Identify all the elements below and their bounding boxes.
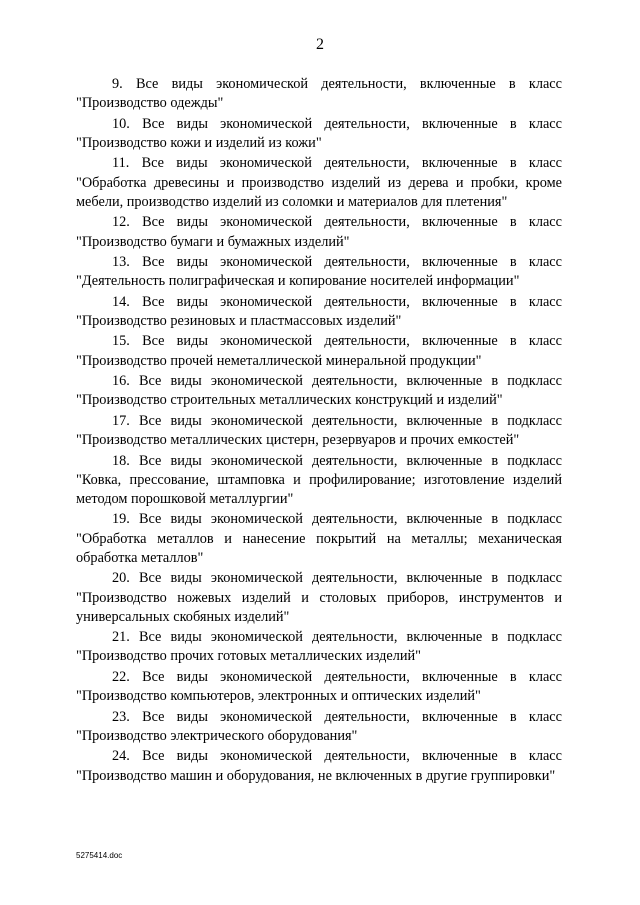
- item-text: "Производство резиновых и пластмассовых изделий": [76, 312, 402, 329]
- item-lead: 24. Все виды экономической деятельности, включенные в класс: [112, 748, 562, 765]
- list-item: [76, 569, 562, 627]
- list-item: [76, 412, 562, 450]
- item-text: "Ковка, прессование, штамповка и профилирование; изготовление изделий методом порошковой металлургии": [76, 471, 562, 507]
- item-lead: 20. Все виды экономической деятельности, включенные в подкласс: [112, 570, 562, 587]
- list-item: [76, 372, 562, 410]
- item-text: "Производство кожи и изделий из кожи": [76, 134, 322, 151]
- item-text: "Производство машин и оборудования, не включенных в другие группировки": [76, 767, 556, 784]
- item-lead: 10. Все виды экономической деятельности, включенные в класс: [112, 115, 562, 132]
- item-text: "Производство ножевых изделий и столовых приборов, инструментов и универсальных скобяных изделий": [76, 589, 562, 625]
- list-item: [76, 628, 562, 666]
- list-item: [76, 452, 562, 510]
- list-item: [76, 747, 562, 785]
- item-text: "Производство строительных металлических конструкций и изделий": [76, 392, 503, 409]
- list-item: [76, 668, 562, 706]
- list-item: [76, 115, 562, 153]
- item-text: "Производство одежды": [76, 95, 224, 112]
- item-lead: 18. Все виды экономической деятельности, включенные в подкласс: [112, 452, 562, 469]
- list-item: [76, 75, 562, 113]
- item-lead: 13. Все виды экономической деятельности, включенные в класс: [112, 254, 562, 271]
- item-text: "Производство прочих готовых металлических изделий": [76, 648, 421, 665]
- item-text: "Обработка металлов и нанесение покрытий на металлы; механическая обработка металлов": [76, 530, 562, 566]
- item-text: "Обработка древесины и производство изделий из дерева и пробки, кроме мебели, производство изделий из соломки и материалов для плетения": [76, 174, 562, 210]
- list-item: [76, 708, 562, 746]
- item-lead: 16. Все виды экономической деятельности, включенные в подкласс: [112, 373, 562, 390]
- item-lead: 22. Все виды экономической деятельности, включенные в класс: [112, 668, 562, 685]
- list-item: [76, 293, 562, 331]
- item-lead: 21. Все виды экономической деятельности, включенные в подкласс: [112, 629, 562, 646]
- item-text: "Производство прочей неметаллической минеральной продукции": [76, 352, 482, 369]
- item-lead: 19. Все виды экономической деятельности, включенные в подкласс: [112, 511, 562, 528]
- item-text: "Производство электрического оборудования": [76, 727, 358, 744]
- item-text: "Производство бумаги и бумажных изделий": [76, 233, 350, 250]
- document-filename: 5275414.doc: [76, 851, 123, 860]
- list-item: [76, 213, 562, 251]
- item-lead: 11. Все виды экономической деятельности, включенные в класс: [112, 155, 562, 172]
- page-number: 2: [316, 36, 324, 53]
- item-text: "Деятельность полиграфическая и копирование носителей информации": [76, 273, 520, 290]
- list-item: [76, 332, 562, 370]
- item-lead: 17. Все виды экономической деятельности, включенные в подкласс: [112, 412, 562, 429]
- item-text: "Производство металлических цистерн, резервуаров и прочих емкостей": [76, 432, 520, 449]
- list-item: [76, 253, 562, 291]
- item-lead: 23. Все виды экономической деятельности, включенные в класс: [112, 708, 562, 725]
- activity-list: [76, 75, 562, 787]
- item-lead: 15. Все виды экономической деятельности, включенные в класс: [112, 333, 562, 350]
- list-item: [76, 510, 562, 568]
- item-lead: 12. Все виды экономической деятельности, включенные в класс: [112, 214, 562, 231]
- item-text: "Производство компьютеров, электронных и оптических изделий": [76, 688, 481, 705]
- item-lead: 9. Все виды экономической деятельности, включенные в класс: [112, 76, 562, 92]
- list-item: [76, 154, 562, 212]
- item-lead: 14. Все виды экономической деятельности, включенные в класс: [112, 293, 562, 310]
